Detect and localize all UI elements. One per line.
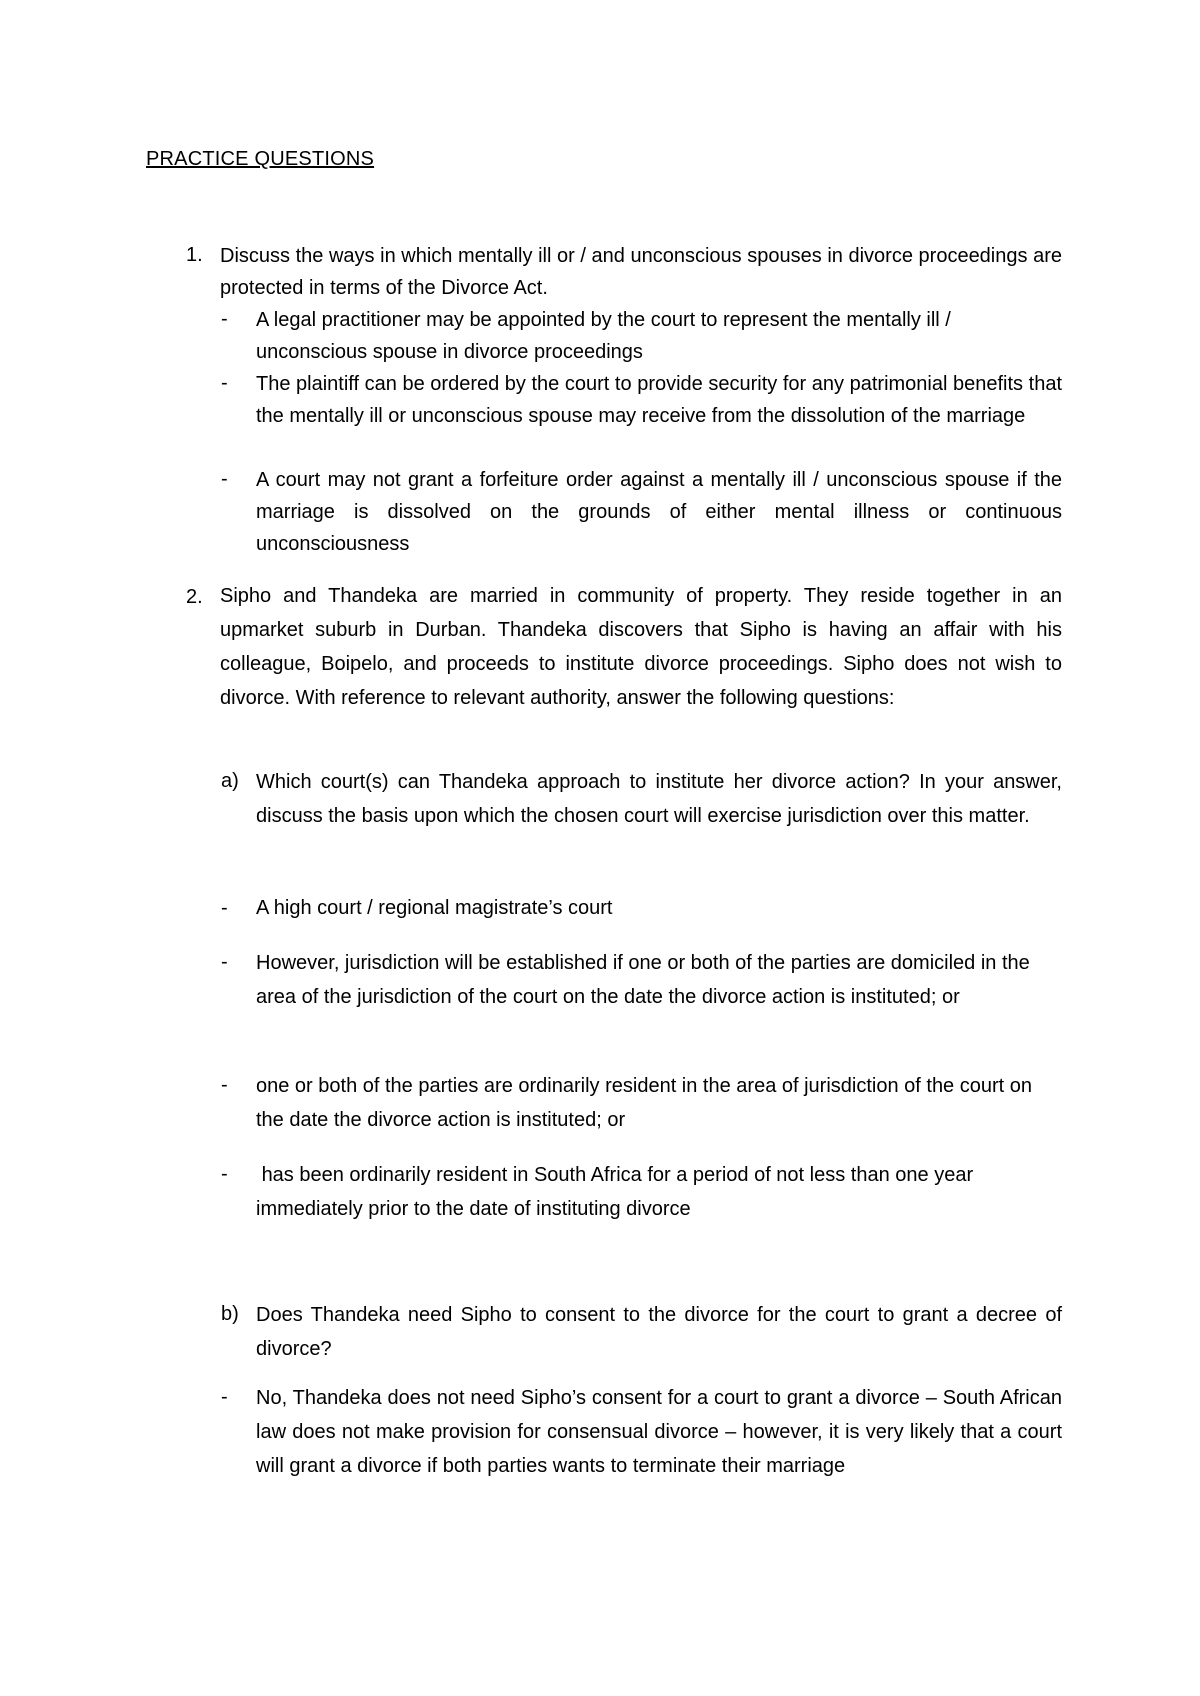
q2a-answer-2: However, jurisdiction will be established if one or both of the parties are domiciled in the area of the jurisdiction of the court on the date the divorce action is instituted; or	[256, 952, 1030, 1008]
bullet-dash: -	[221, 1386, 228, 1408]
question-2-text: Sipho and Thandeka are married in community of property. They reside together in an upmarket suburb in Durban. Thandeka discovers that Sipho is having an affair with his colleague, Boipelo, and proceeds to institute divorce proceedings. Sipho does not wish to divorce. With reference to relevant authority, answer the following questions:	[220, 585, 1062, 709]
question-2-number: 2.	[186, 586, 203, 608]
subquestion-a-label: a)	[221, 770, 239, 792]
question-1-number: 1.	[186, 244, 203, 266]
q1-answer-2: The plaintiff can be ordered by the court to provide security for any patrimonial benefits that the mentally ill or unconscious spouse may receive from the dissolution of the marriage	[256, 373, 1062, 427]
page-title: PRACTICE QUESTIONS	[146, 148, 375, 170]
bullet-dash: -	[221, 897, 228, 919]
bullet-dash: -	[221, 1074, 228, 1096]
q1-answer-3: A court may not grant a forfeiture order against a mentally ill / unconscious spouse if the marriage is dissolved on the grounds of either mental illness or continuous unconsciousness	[256, 469, 1062, 555]
bullet-dash: -	[221, 308, 228, 330]
subquestion-b-text: Does Thandeka need Sipho to consent to the divorce for the court to grant a decree of divorce?	[256, 1304, 1062, 1360]
bullet-dash: -	[221, 951, 228, 973]
bullet-dash: -	[221, 372, 228, 394]
q2a-answer-1: A high court / regional magistrate’s court	[256, 897, 613, 919]
bullet-dash: -	[221, 1163, 228, 1185]
subquestion-b-label: b)	[221, 1303, 239, 1325]
q2b-answer-1: No, Thandeka does not need Sipho’s consent for a court to grant a divorce – South African law does not make provision for consensual divorce – however, it is very likely that a court will grant a divorce if both parties wants to terminate their marriage	[256, 1387, 1062, 1477]
subquestion-a-text: Which court(s) can Thandeka approach to institute her divorce action? In your answer, discuss the basis upon which the chosen court will exercise jurisdiction over this matter.	[256, 771, 1062, 827]
question-1-text: Discuss the ways in which mentally ill or / and unconscious spouses in divorce proceedings are protected in terms of the Divorce Act.	[220, 245, 1062, 299]
bullet-dash: -	[221, 468, 228, 490]
q1-answer-1: A legal practitioner may be appointed by the court to represent the mentally ill / unconscious spouse in divorce proceedings	[256, 309, 951, 363]
q2a-answer-4: has been ordinarily resident in South Africa for a period of not less than one year immediately prior to the date of instituting divorce	[256, 1164, 979, 1220]
q2a-answer-3: one or both of the parties are ordinarily resident in the area of jurisdiction of the court on the date the divorce action is instituted; or	[256, 1075, 1033, 1131]
